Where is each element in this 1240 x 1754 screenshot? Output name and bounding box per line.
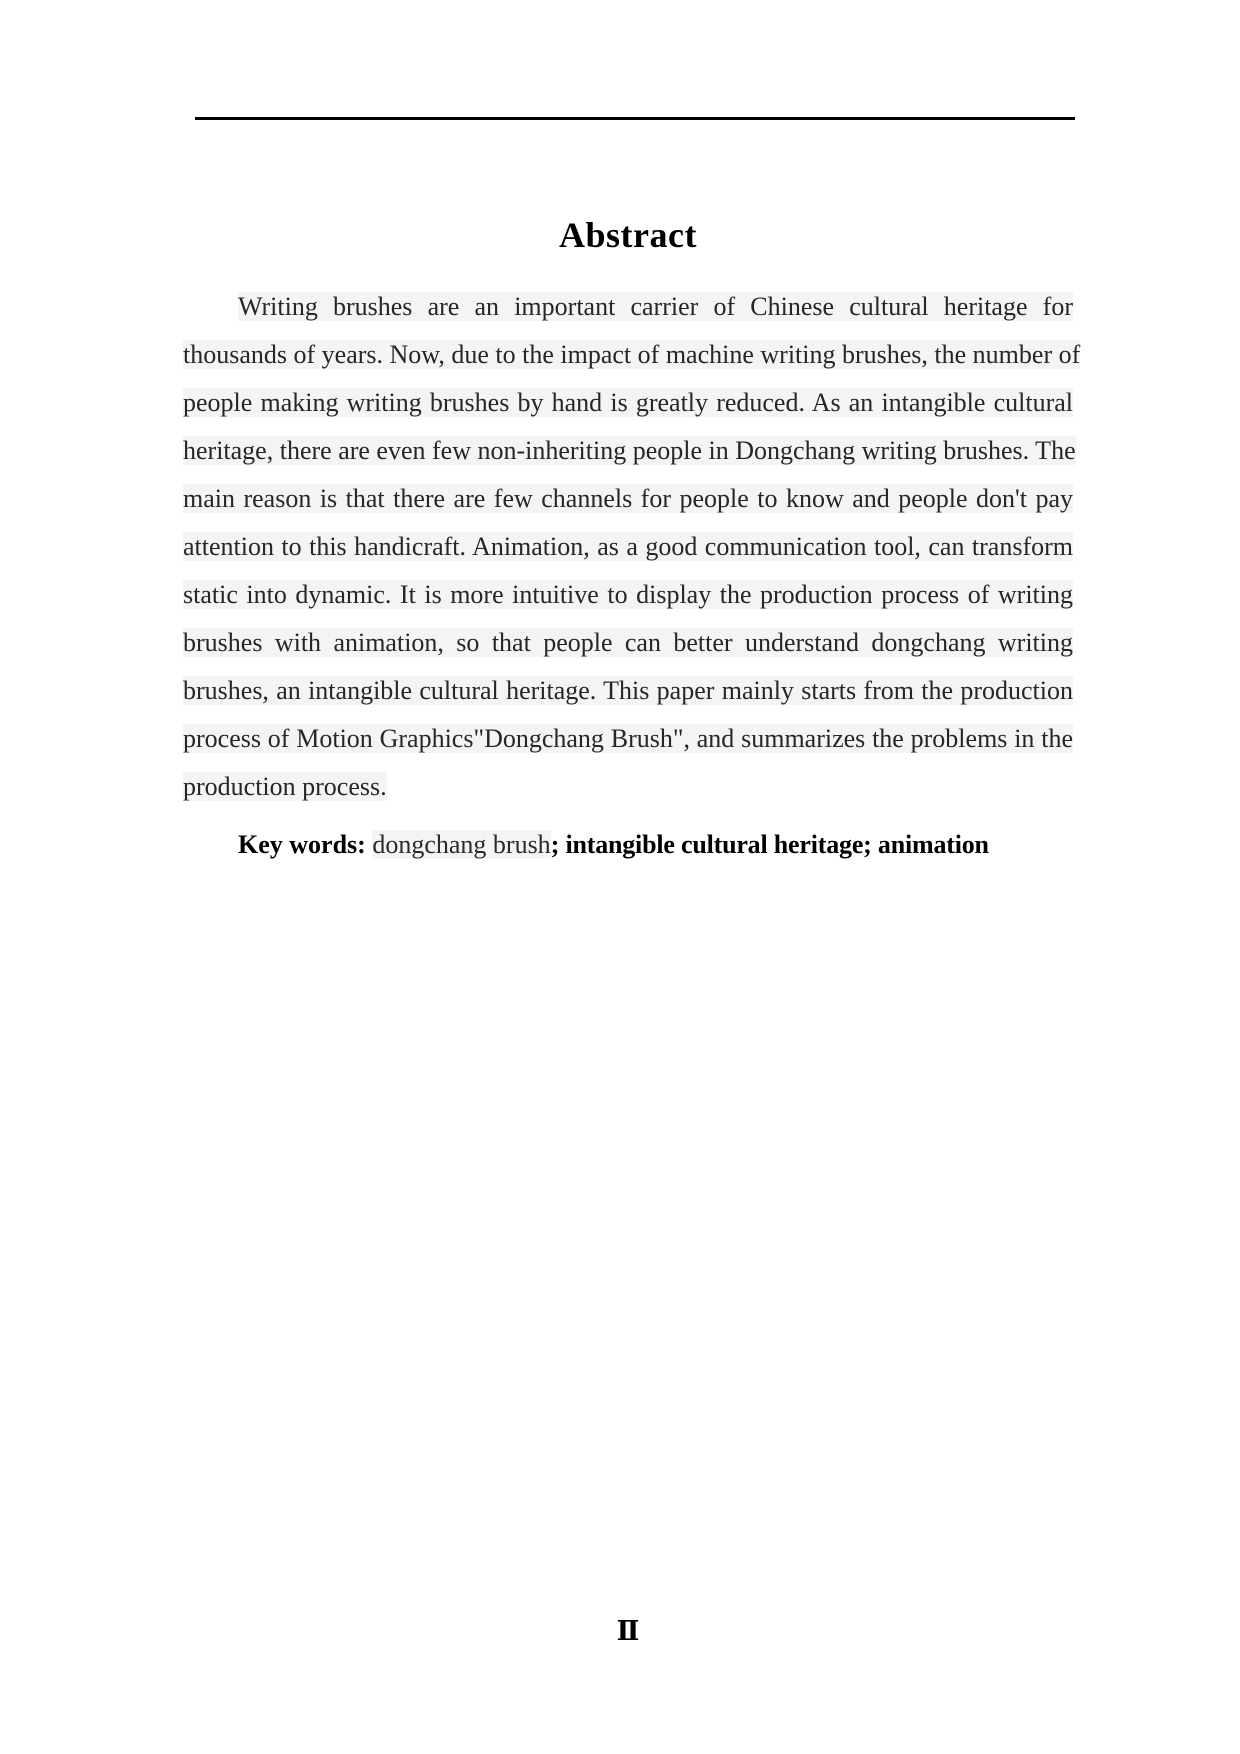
- abstract-line: [183, 379, 1073, 427]
- page-number: Ⅱ: [616, 1616, 640, 1646]
- abstract-line: [183, 283, 1073, 331]
- abstract-line-text: brushes, an intangible cultural heritage. This paper mainly starts from the production: [183, 676, 1073, 705]
- abstract-line-text: Writing brushes are an important carrier of Chinese cultural heritage for: [238, 292, 1073, 321]
- abstract-line-text: static into dynamic. It is more intuitive to display the production process of writing: [183, 580, 1073, 609]
- abstract-line: [183, 667, 1073, 715]
- abstract-line: [183, 715, 1073, 763]
- abstract-line-text: people making writing brushes by hand is greatly reduced. As an intangible cultural: [183, 388, 1073, 417]
- abstract-line: [183, 523, 1073, 571]
- abstract-line: [183, 475, 1073, 523]
- abstract-line: [183, 571, 1073, 619]
- keywords-label: Key words:: [238, 830, 373, 859]
- header-rule: [195, 117, 1075, 120]
- abstract-line: [183, 763, 1073, 811]
- keywords-highlighted-term: dongchang brush: [372, 830, 551, 859]
- abstract-line-text: brushes with animation, so that people can better understand dongchang writing: [183, 628, 1073, 657]
- abstract-line: [183, 331, 1081, 379]
- abstract-line-text: attention to this handicraft. Animation, as a good communication tool, can transform: [183, 532, 1073, 561]
- abstract-line-text: thousands of years. Now, due to the impact of machine writing brushes, the number of: [183, 340, 1081, 369]
- keywords-rest: ; intangible cultural heritage; animation: [550, 830, 989, 859]
- abstract-line-text: heritage, there are even few non-inheriting people in Dongchang writing brushes. The: [183, 436, 1076, 465]
- abstract-line-text: main reason is that there are few channels for people to know and people don't pay: [183, 484, 1073, 513]
- abstract-line: [183, 427, 1076, 475]
- page-title: Abstract: [559, 215, 697, 256]
- keywords-line: [183, 821, 1073, 869]
- abstract-line: [183, 619, 1073, 667]
- abstract-line-text: production process.: [183, 772, 387, 801]
- abstract-paragraph: [183, 283, 1081, 869]
- abstract-line-text: process of Motion Graphics"Dongchang Brush", and summarizes the problems in the: [183, 724, 1073, 753]
